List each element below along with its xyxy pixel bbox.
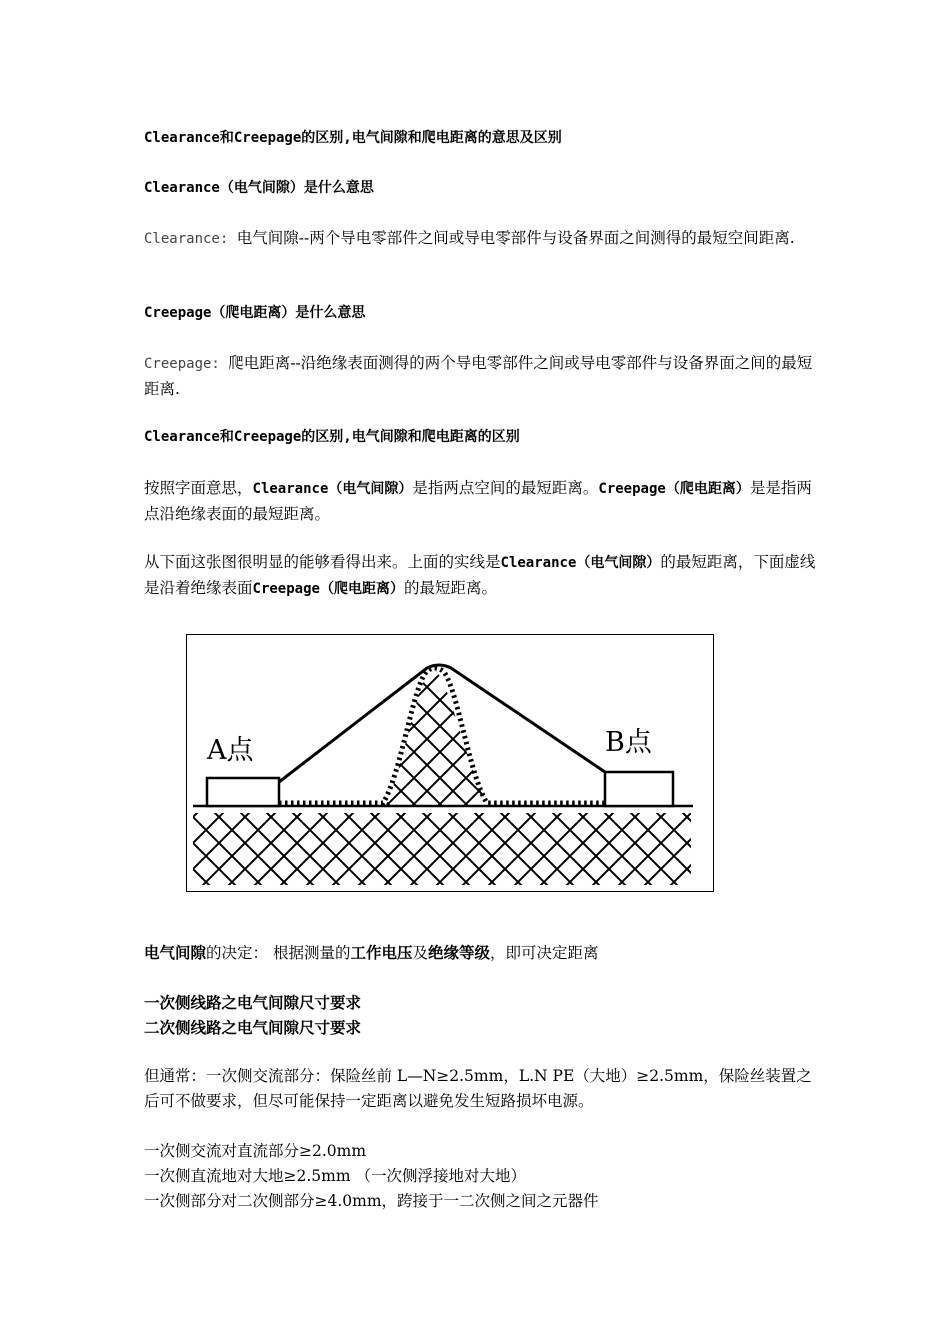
para2-clearance: Clearance（电气间隙） xyxy=(500,555,661,571)
clearance-term: Clearance: xyxy=(144,231,237,247)
creepage-text: 爬电距离--沿绝缘表面测得的两个导电零部件之间或导电零部件与设备界面之间的最短距离. xyxy=(144,354,813,398)
requirement-secondary: 二次侧线路之电气间隙尺寸要求 xyxy=(144,1018,362,1037)
document-title: Clearance和Creepage的区别,电气间隙和爬电距离的意思及区别 xyxy=(144,130,562,146)
para1-creepage: Creepage（爬电距离） xyxy=(598,481,750,497)
heading-creepage: Creepage（爬电距离）是什么意思 xyxy=(144,305,366,321)
label-a: A点 xyxy=(207,735,254,766)
label-b: B点 xyxy=(605,727,652,758)
paragraph-literal-meaning xyxy=(144,476,816,527)
para1-clearance: Clearance（电气间隙） xyxy=(252,481,413,497)
clearance-creepage-figure xyxy=(186,634,714,892)
creepage-term: Creepage: xyxy=(144,356,229,372)
clearance-text: 电气间隙--两个导电零部件之间或导电零部件与设备界面之间测得的最短空间距离. xyxy=(236,229,795,247)
heading-clearance: Clearance（电气间隙）是什么意思 xyxy=(144,180,374,196)
para2-text-a: 从下面这张图很明显的能够看得出来。上面的实线是 xyxy=(144,553,501,571)
para1-text-a: 按照字面意思， xyxy=(144,479,253,497)
determination-text-3: ，即可决定距离 xyxy=(490,944,599,962)
para2-text-e: 的最短距离。 xyxy=(403,579,497,597)
para1-text-c: 是指两点空间的最短距离。 xyxy=(412,479,599,497)
determination-text-2: 及 xyxy=(412,944,428,962)
list-item: 一次侧部分对二次侧部分≥4.0mm，跨接于一二次侧之间之元器件 xyxy=(144,1192,599,1210)
determination-term: 电气间隙 xyxy=(144,943,207,962)
determination-working-voltage: 工作电压 xyxy=(350,943,413,962)
para1-text-e: 是是指两点沿绝缘表面的最短距离。 xyxy=(144,479,812,523)
electrode-a xyxy=(207,778,279,806)
list-item: 一次侧直流地对大地≥2.5mm （一次侧浮接地对大地） xyxy=(144,1167,526,1185)
para2-text-c: 的最短距离，下面虚线是沿着绝缘表面 xyxy=(144,553,816,597)
creepage-definition xyxy=(144,351,816,402)
paragraph-figure-intro xyxy=(144,550,816,602)
requirement-headings xyxy=(144,990,816,1040)
determination-insulation-class: 绝缘等级 xyxy=(427,943,490,962)
clearance-definition xyxy=(144,226,816,252)
heading-difference: Clearance和Creepage的区别,电气间隙和爬电距离的区别 xyxy=(144,429,520,445)
determination-text-1: 的决定： 根据测量的 xyxy=(206,944,351,962)
electrode-b xyxy=(605,772,673,806)
general-requirement: 但通常：一次侧交流部分：保险丝前 L—N≥2.5mm，L.N PE（大地）≥2.5mm，保险丝装置之后可不做要求，但尽可能保持一定距离以避免发生短路损坏电源。 xyxy=(144,1067,812,1110)
figure-svg xyxy=(187,635,713,891)
requirement-primary: 一次侧线路之电气间隙尺寸要求 xyxy=(144,993,362,1012)
requirement-list xyxy=(144,1139,816,1214)
clearance-determination xyxy=(144,940,816,966)
list-item: 一次侧交流对直流部分≥2.0mm xyxy=(144,1142,367,1160)
ground-hatch xyxy=(193,813,691,885)
para2-creepage: Creepage（爬电距离） xyxy=(252,581,404,597)
